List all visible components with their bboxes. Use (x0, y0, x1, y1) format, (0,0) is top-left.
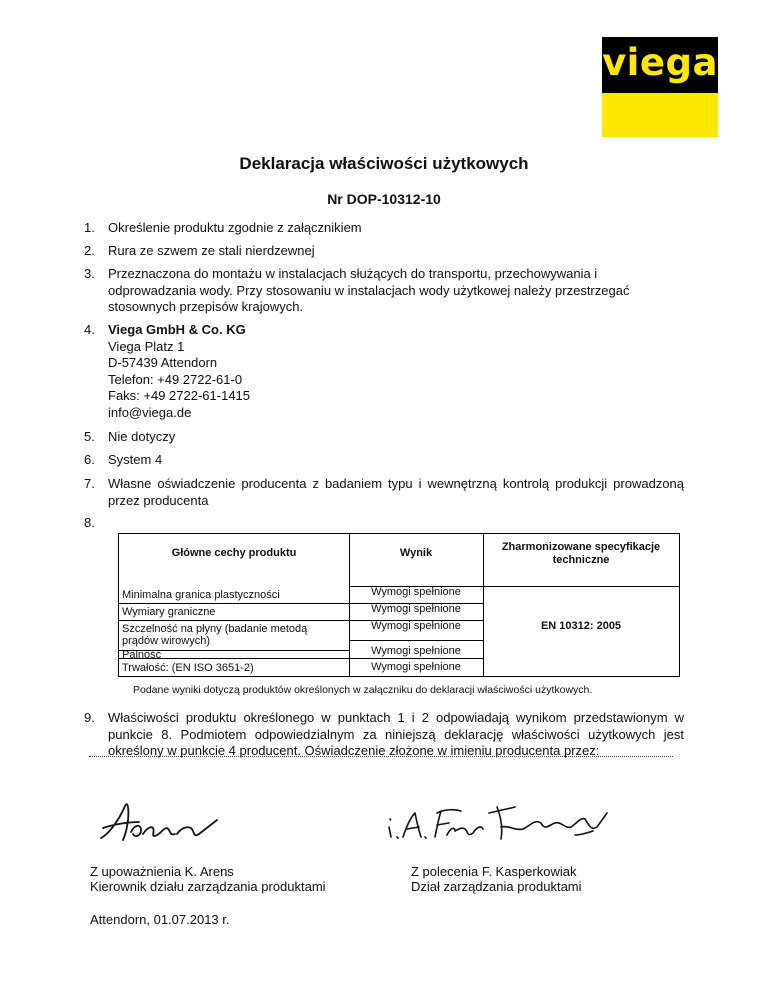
item-text: Określenie produktu zgodnie z załącznikiem (108, 220, 362, 235)
table-cell-spec: EN 10312: 2005 (540, 620, 622, 632)
table-divider (483, 534, 484, 676)
signature-arens (95, 798, 225, 846)
item-number: 7. (84, 476, 95, 491)
table-cell-result: Wymogi spełnione (371, 661, 461, 673)
item-text: System 4 (108, 452, 163, 467)
signature-left-caption (90, 864, 326, 894)
item-text: Własne oświadczenie producenta z badaniem typu i wewnętrzną kontrolą produkcji prowadzoną przez producenta (108, 476, 684, 508)
logo-text: viega (602, 41, 718, 84)
item-number: 3. (84, 266, 95, 281)
table-footnote: Podane wyniki dotyczą produktów określonych w załączniku do deklaracji właściwości użytkowych. (133, 684, 593, 696)
table-header-spec: Zharmonizowane specyfikacje techniczne (501, 541, 661, 566)
phone: Telefon: +49 2722-61-0 (108, 371, 243, 387)
document-number: Nr DOP-10312-10 (327, 191, 441, 207)
item-number: 6. (84, 452, 95, 467)
logo-black-band (602, 37, 718, 93)
company-name: Viega GmbH & Co. KG (108, 322, 246, 337)
item-text: Właściwości produktu określonego w punktach 1 i 2 odpowiadają wynikom przedstawionym w punkcie 8. Podmiotem odpowiedzialnym za niniejszą deklarację właściwości użytkowych jest określony w punkcie 4 producent. Oświadczenie złożone w imieniu producenta przez: (108, 710, 684, 758)
item-text: Nie dotyczy (108, 429, 176, 444)
item-number: 9. (84, 710, 95, 725)
table-divider (483, 586, 679, 587)
table-cell-feature: Szczelność na płyny (badanie metodą prądów wirowych) (122, 623, 308, 647)
item-text: Rura ze szwem ze stali nierdzewnej (108, 243, 315, 258)
viega-logo (602, 37, 718, 137)
signatory-left-role: Kierownik działu zarządzania produktami (90, 879, 326, 894)
characteristics-table (118, 533, 680, 677)
item-number: 5. (84, 429, 95, 444)
item-number: 8. (84, 515, 95, 530)
table-cell-result: Wymogi spełnione (371, 586, 461, 598)
table-cell-result: Wymogi spełnione (371, 645, 461, 657)
table-cell-feature: Minimalna granica plastyczności (122, 589, 280, 601)
email: info@viega.de (108, 404, 192, 420)
manufacturer-address (108, 322, 684, 421)
address-city: D-57439 Attendorn (108, 355, 218, 370)
address-street: Viega Platz 1 (108, 338, 185, 354)
signature-kasperkowiak (385, 795, 615, 850)
place-and-date: Attendorn, 01.07.2013 r. (90, 912, 230, 927)
signature-right-caption (411, 864, 582, 894)
fax: Faks: +49 2722-61-1415 (108, 388, 251, 403)
table-cell-feature: Trwałość: (EN ISO 3651-2) (122, 662, 254, 674)
table-cell-feature: Palność (122, 649, 162, 661)
signatory-left-name: Z upoważnienia K. Arens (90, 864, 234, 879)
signatory-right-name: Z polecenia F. Kasperkowiak (411, 864, 577, 879)
item-text: Przeznaczona do montażu w instalacjach służących do transportu, przechowywania i odprowadzania wody. Przy stosowaniu w instalacjach wody użytkowej należy przestrzegać stosownych przepisów krajowych. (108, 266, 630, 314)
table-divider (349, 640, 483, 641)
signatory-right-role: Dział zarządzania produktami (411, 879, 582, 894)
item-number: 1. (84, 220, 95, 235)
item-number: 2. (84, 243, 95, 258)
item-number: 4. (84, 322, 95, 337)
table-divider (119, 603, 349, 604)
table-divider (349, 658, 483, 659)
table-cell-feature: Wymiary graniczne (122, 606, 216, 618)
dotted-separator (89, 756, 673, 757)
table-divider (119, 620, 349, 621)
document-title: Deklaracja właściwości użytkowych (239, 154, 529, 173)
table-cell-result: Wymogi spełnione (371, 603, 461, 615)
table-header-feature: Główne cechy produktu (171, 547, 297, 559)
table-cell-result: Wymogi spełnione (371, 620, 461, 632)
table-header-result: Wynik (399, 547, 433, 559)
